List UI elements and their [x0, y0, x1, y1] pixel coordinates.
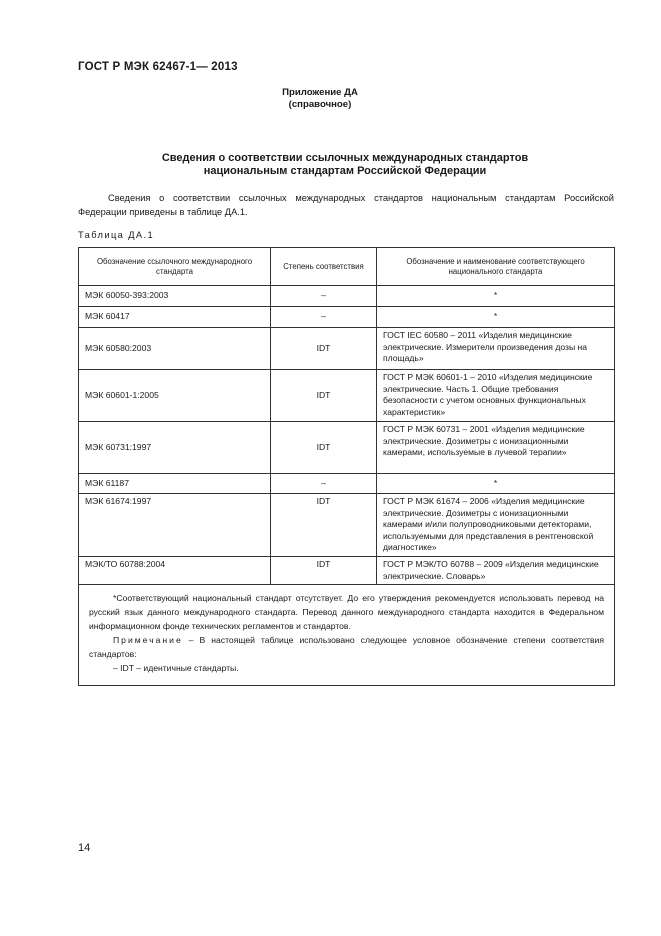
table-row	[79, 370, 615, 422]
cell-ref: МЭК/ТО 60788:2004	[79, 557, 271, 585]
cell-degree: –	[271, 286, 377, 307]
table-row	[79, 494, 615, 557]
appendix-title: Приложение ДА	[282, 87, 358, 98]
cell-national: ГОСТ Р МЭК 60731 – 2001 «Изделия медицинские электрические. Дозиметры с ионизационными камерами, используемые в лучевой терапии»	[377, 422, 615, 474]
footnote-text: *Соответствующий национальный стандарт отсутствует. До его утверждения рекомендуется использовать перевод на русский язык данного международного стандарта. Перевод данного международного стандарта находится в Федеральном информационном фонде технических регламентов и стандартов.	[89, 593, 604, 631]
table-row	[79, 286, 615, 307]
cell-national: *	[377, 474, 615, 494]
cell-degree: IDT	[271, 328, 377, 370]
cell-national: ГОСТ IEC 60580 – 2011 «Изделия медицинские электрические. Измерители произведения дозы на площадь»	[377, 328, 615, 370]
cell-ref: МЭК 60417	[79, 307, 271, 328]
note-item: – IDT – идентичные стандарты.	[113, 663, 239, 673]
cell-national: ГОСТ Р МЭК 60601-1 – 2010 «Изделия медицинские электрические. Часть 1. Общие требования безопасности с учетом основных функциональных характеристик»	[377, 370, 615, 422]
correspondence-table	[78, 247, 615, 686]
cell-ref: МЭК 61674:1997	[79, 494, 271, 557]
appendix-heading	[250, 87, 390, 111]
cell-degree: IDT	[271, 494, 377, 557]
section-title-line2: национальным стандартам Российской Федерации	[203, 165, 487, 177]
table-row	[79, 307, 615, 328]
table-row	[79, 422, 615, 474]
header-degree: Степень соответствия	[271, 248, 377, 286]
cell-national: *	[377, 286, 615, 307]
intro-paragraph: Сведения о соответствии ссылочных международных стандартов национальным стандартам Российской Федерации приведены в таблице ДА.1.	[78, 193, 614, 217]
section-title-line1: Сведения о соответствии ссылочных международных стандартов	[161, 152, 529, 164]
cell-ref: МЭК 60601-1:2005	[79, 370, 271, 422]
note-label: Примечание	[113, 635, 183, 645]
cell-degree: –	[271, 474, 377, 494]
cell-national: ГОСТ Р МЭК/ТО 60788 – 2009 «Изделия медицинские электрические. Словарь»	[377, 557, 615, 585]
header-ref-standard: Обозначение ссылочного международного стандарта	[79, 248, 271, 286]
cell-ref: МЭК 60580:2003	[79, 328, 271, 370]
table-header-row	[79, 248, 615, 286]
table-footer-row	[79, 585, 615, 686]
table-row	[79, 557, 615, 585]
table-row	[79, 474, 615, 494]
cell-ref: МЭК 60731:1997	[79, 422, 271, 474]
section-title	[100, 152, 590, 178]
cell-national: ГОСТ Р МЭК 61674 – 2006 «Изделия медицинские электрические. Дозиметры с ионизационными камерами и/или полупроводниковыми детекторами, используемыми для представления в рентгеновской диагностике»	[377, 494, 615, 557]
cell-degree: IDT	[271, 557, 377, 585]
table-footer	[79, 585, 615, 686]
cell-national: *	[377, 307, 615, 328]
appendix-type: (справочное)	[288, 99, 352, 110]
cell-degree: IDT	[271, 422, 377, 474]
table-caption: Таблица ДА.1	[78, 230, 155, 240]
document-header: ГОСТ Р МЭК 62467-1— 2013	[78, 61, 238, 73]
table-row	[79, 328, 615, 370]
cell-degree: –	[271, 307, 377, 328]
cell-ref: МЭК 60050-393:2003	[79, 286, 271, 307]
note-text: – В настоящей таблице использовано следующее условное обозначение степени соответствия стандартов:	[89, 635, 604, 659]
cell-ref: МЭК 61187	[79, 474, 271, 494]
header-national-standard: Обозначение и наименование соответствующего национального стандарта	[377, 248, 615, 286]
cell-degree: IDT	[271, 370, 377, 422]
note-paragraph	[89, 633, 604, 661]
page-number: 14	[78, 842, 91, 854]
